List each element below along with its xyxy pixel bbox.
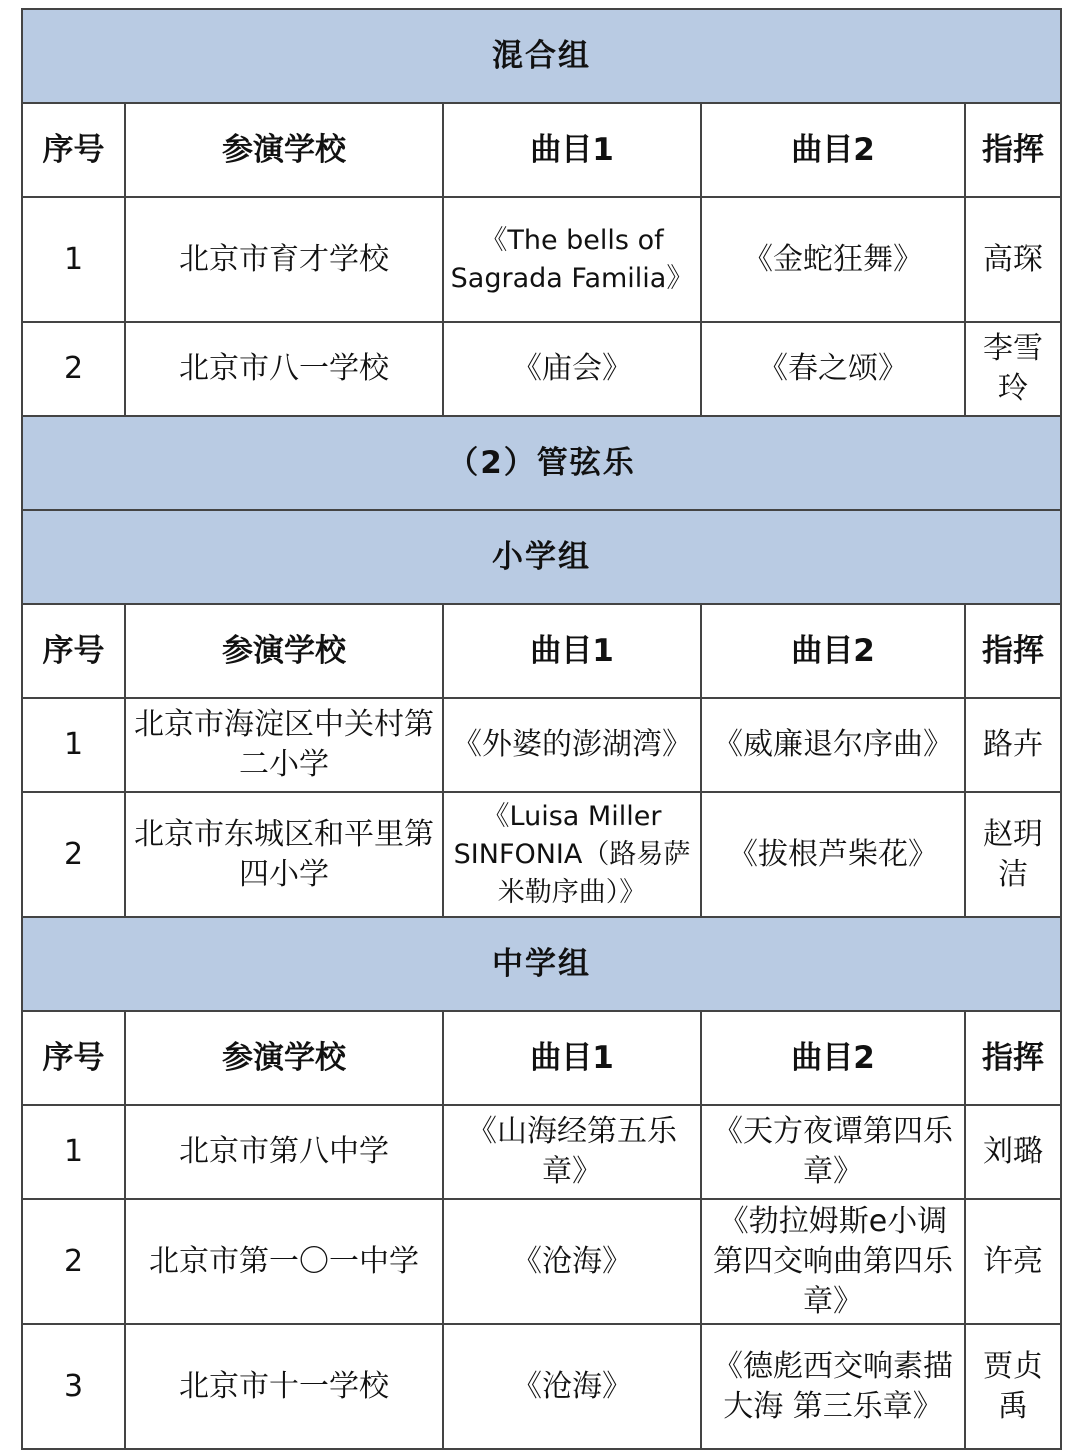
row-index: 1 [22, 698, 125, 792]
header-cell-index: 序号 [22, 604, 125, 698]
program-table [21, 8, 1062, 1450]
header-cell-conductor: 指挥 [965, 1011, 1061, 1105]
row-piece2: 《威廉退尔序曲》 [701, 698, 965, 792]
row-conductor: 赵玥洁 [965, 792, 1061, 917]
row-piece1: 《沧海》 [443, 1324, 701, 1449]
table-row [22, 322, 1061, 416]
section-title: 中学组 [22, 917, 1061, 1011]
row-piece2: 《拔根芦柴花》 [701, 792, 965, 917]
row-school: 北京市育才学校 [125, 197, 443, 322]
row-index: 2 [22, 322, 125, 416]
table-row [22, 792, 1061, 917]
row-piece1: 《山海经第五乐章》 [443, 1105, 701, 1199]
row-piece2: 《春之颂》 [701, 322, 965, 416]
header-cell-piece1: 曲目1 [443, 103, 701, 197]
row-piece1: 《Luisa Miller SINFONIA（路易萨米勒序曲）》 [443, 792, 701, 917]
row-conductor: 高琛 [965, 197, 1061, 322]
header-cell-conductor: 指挥 [965, 103, 1061, 197]
row-piece1: 《外婆的澎湖湾》 [443, 698, 701, 792]
header-cell-piece1: 曲目1 [443, 1011, 701, 1105]
header-cell-index: 序号 [22, 103, 125, 197]
header-cell-index: 序号 [22, 1011, 125, 1105]
table-row [22, 197, 1061, 322]
row-school: 北京市第八中学 [125, 1105, 443, 1199]
header-row [22, 103, 1061, 197]
program-table-sheet [21, 8, 1060, 1450]
section-title: （2）管弦乐 [22, 416, 1061, 510]
header-cell-conductor: 指挥 [965, 604, 1061, 698]
row-index: 2 [22, 1199, 125, 1324]
header-cell-school: 参演学校 [125, 103, 443, 197]
row-piece1: 《沧海》 [443, 1199, 701, 1324]
row-piece2: 《天方夜谭第四乐章》 [701, 1105, 965, 1199]
section-band-secondary [22, 917, 1061, 1011]
header-cell-piece2: 曲目2 [701, 1011, 965, 1105]
table-row [22, 1105, 1061, 1199]
table-row [22, 1199, 1061, 1324]
section-band-orchestra [22, 416, 1061, 510]
table-row [22, 1324, 1061, 1449]
row-conductor: 贾贞禹 [965, 1324, 1061, 1449]
header-cell-piece1: 曲目1 [443, 604, 701, 698]
header-cell-piece2: 曲目2 [701, 604, 965, 698]
row-school: 北京市第一〇一中学 [125, 1199, 443, 1324]
header-cell-school: 参演学校 [125, 604, 443, 698]
header-cell-school: 参演学校 [125, 1011, 443, 1105]
row-conductor: 许亮 [965, 1199, 1061, 1324]
row-conductor: 李雪玲 [965, 322, 1061, 416]
section-band-primary [22, 510, 1061, 604]
header-row [22, 1011, 1061, 1105]
row-index: 2 [22, 792, 125, 917]
row-piece2: 《勃拉姆斯e小调第四交响曲第四乐章》 [701, 1199, 965, 1324]
section-band-mixed [22, 9, 1061, 103]
row-conductor: 刘璐 [965, 1105, 1061, 1199]
row-piece1: 《The bells of Sagrada Familia》 [443, 197, 701, 322]
row-school: 北京市海淀区中关村第二小学 [125, 698, 443, 792]
row-conductor: 路卉 [965, 698, 1061, 792]
section-title: 混合组 [22, 9, 1061, 103]
row-index: 3 [22, 1324, 125, 1449]
header-row [22, 604, 1061, 698]
row-index: 1 [22, 197, 125, 322]
row-school: 北京市东城区和平里第四小学 [125, 792, 443, 917]
row-piece1: 《庙会》 [443, 322, 701, 416]
table-row [22, 698, 1061, 792]
row-index: 1 [22, 1105, 125, 1199]
row-piece2: 《德彪西交响素描 大海 第三乐章》 [701, 1324, 965, 1449]
row-school: 北京市八一学校 [125, 322, 443, 416]
header-cell-piece2: 曲目2 [701, 103, 965, 197]
row-piece2: 《金蛇狂舞》 [701, 197, 965, 322]
section-title: 小学组 [22, 510, 1061, 604]
row-school: 北京市十一学校 [125, 1324, 443, 1449]
